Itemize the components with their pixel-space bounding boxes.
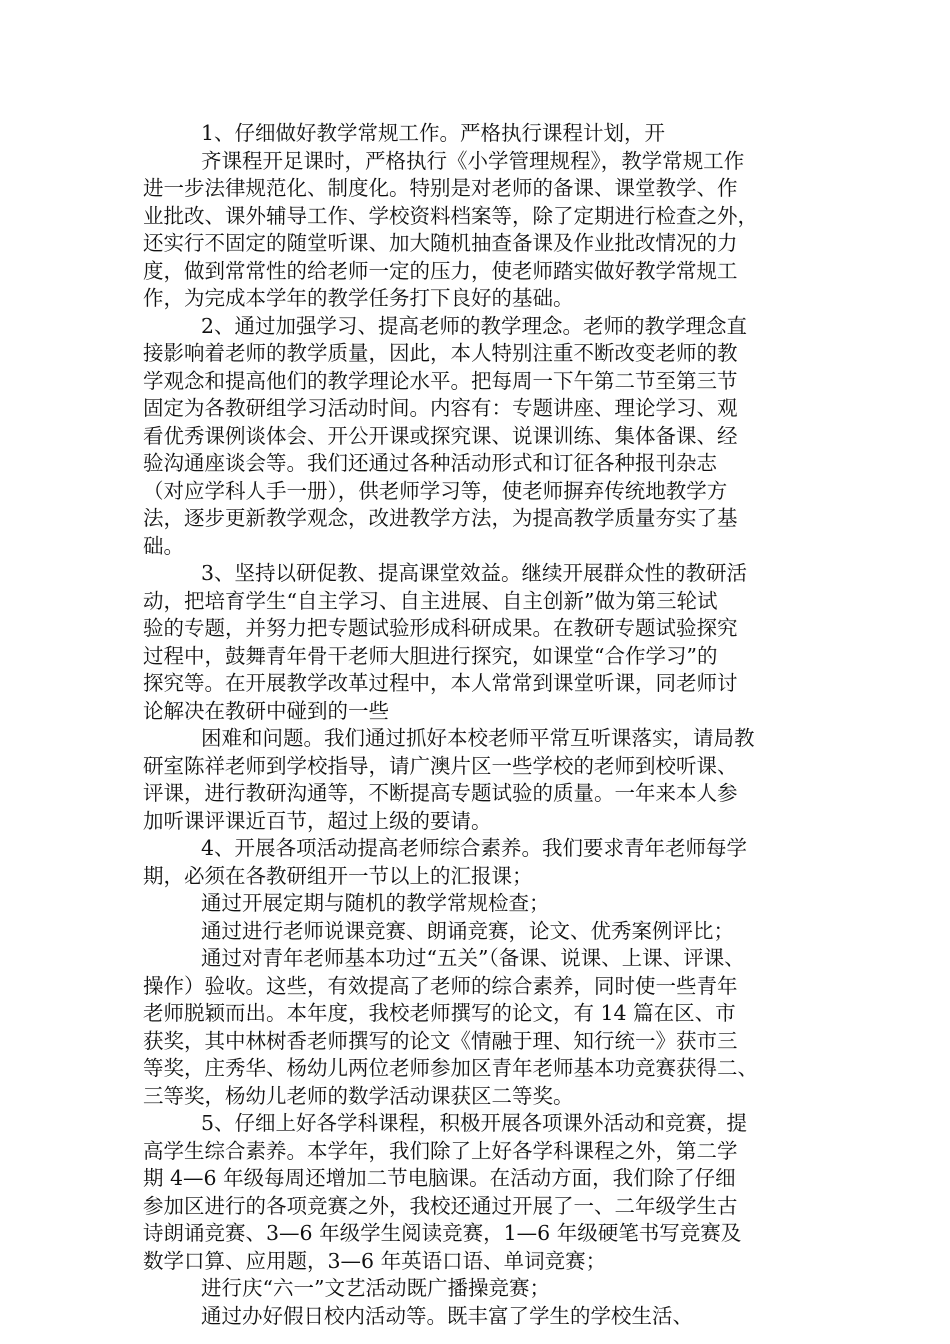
text-line: 2、通过加强学习、提高老师的教学理念。老师的教学理念直 <box>201 313 748 338</box>
text-line: 通过对青年老师基本功过“五关”（备课、说课、上课、评课、 <box>201 946 745 970</box>
text-line: 3、坚持以研促教、提高课堂效益。继续开展群众性的教研活 <box>201 561 748 585</box>
text-line: 高学生综合素养。本学年，我们除了上好各学科课程之外，第二学 <box>143 1138 738 1163</box>
text-line: 操作）验收。这些，有效提高了老师的综合素养，同时使一些青年 <box>143 973 738 998</box>
text-line: 进行庆“六一”文艺活动既广播操竞赛； <box>201 1276 550 1300</box>
text-line: 进一步法律规范化、制度化。特别是对老师的备课、课堂教学、作 <box>143 176 738 200</box>
text-line: 诗朗诵竞赛、3—6 年级学生阅读竞赛，1—6 年级硬笔书写竞赛及 <box>143 1221 742 1245</box>
text-line: 看优秀课例谈体会、开公开课或探究课、说课训练、集体备课、经 <box>143 423 738 448</box>
text-line: 评课，进行教研沟通等，不断提高专题试验的质量。一年来本人参 <box>143 781 738 805</box>
text-line: 1、仔细做好教学常规工作。严格执行课程计划，开 <box>201 121 666 145</box>
text-line: 验的专题，并努力把专题试验形成科研成果。在教研专题试验探究 <box>143 616 738 640</box>
text-line: 探究等。在开展教学改革过程中，本人常常到课堂听课，同老师讨 <box>143 671 738 695</box>
text-line: 期，必须在各教研组开一节以上的汇报课； <box>143 863 533 888</box>
text-line: 通过开展定期与随机的教学常规检查； <box>201 891 550 915</box>
text-line: 度，做到常常性的给老师一定的压力，使老师踏实做好教学常规工 <box>143 258 738 283</box>
text-line: 三等奖，杨幼儿老师的数学活动课获区二等奖。 <box>143 1083 574 1108</box>
text-line: 期 4—6 年级每周还增加二节电脑课。在活动方面，我们除了仔细 <box>143 1166 736 1190</box>
text-line: （对应学科人手一册），供老师学习等，使老师摒弃传统地教学方 <box>143 478 728 503</box>
text-line: 老师脱颖而出。本年度，我校老师撰写的论文，有 14 篇在区、市 <box>143 1001 736 1025</box>
text-line: 过程中，鼓舞青年骨干老师大胆进行探究，如课堂“合作学习”的 <box>143 643 718 668</box>
text-line: 获奖，其中林树香老师撰写的论文《情融于理、知行统一》获市三 <box>143 1028 738 1053</box>
text-line: 参加区进行的各项竞赛之外，我校还通过开展了一、二年级学生古 <box>143 1193 738 1218</box>
text-line: 困难和问题。我们通过抓好本校老师平常互听课落实，请局教 <box>201 726 755 750</box>
document-body <box>143 120 833 1330</box>
text-line: 础。 <box>143 533 184 558</box>
text-line: 固定为各教研组学习活动时间。内容有：专题讲座、理论学习、观 <box>143 396 738 420</box>
text-line: 论解决在教研中碰到的一些 <box>143 698 389 723</box>
text-line: 研室陈祥老师到学校指导，请广澳片区一些学校的老师到校听课、 <box>143 753 738 778</box>
text-line: 数学口算、应用题，3—6 年英语口语、单词竞赛； <box>143 1248 607 1273</box>
text-line: 验沟通座谈会等。我们还通过各种活动形式和订征各种报刊杂志 <box>143 451 717 475</box>
text-line: 5、仔细上好各学科课程，积极开展各项课外活动和竞赛，提 <box>201 1111 748 1135</box>
text-line: 等奖，庄秀华、杨幼儿两位老师参加区青年老师基本功竞赛获得二、 <box>143 1056 758 1080</box>
text-line: 业批改、课外辅导工作、学校资料档案等，除了定期进行检查之外， <box>143 203 758 228</box>
text-line: 动，把培育学生“自主学习、自主进展、自主创新”做为第三轮试 <box>143 588 718 613</box>
text-line: 通过办好假日校内活动等。既丰富了学生的学校生活、 <box>201 1303 693 1328</box>
text-line: 加听课评课近百节，超过上级的要请。 <box>143 808 492 833</box>
text-line: 4、开展各项活动提高老师综合素养。我们要求青年老师每学 <box>201 836 748 860</box>
text-line: 作，为完成本学年的教学任务打下良好的基础。 <box>143 286 574 310</box>
text-line: 还实行不固定的随堂听课、加大随机抽查备课及作业批改情况的力 <box>143 231 738 255</box>
text-line: 齐课程开足课时，严格执行《小学管理规程》，教学常规工作 <box>201 148 745 173</box>
text-line: 接影响着老师的教学质量，因此，本人特别注重不断改变老师的教 <box>143 341 738 365</box>
text-line: 法，逐步更新教学观念，改进教学方法，为提高教学质量夯实了基 <box>143 506 738 530</box>
text-line: 通过进行老师说课竞赛、朗诵竞赛，论文、优秀案例评比； <box>201 918 734 943</box>
text-line: 学观念和提高他们的教学理论水平。把每周一下午第二节至第三节 <box>143 368 738 393</box>
